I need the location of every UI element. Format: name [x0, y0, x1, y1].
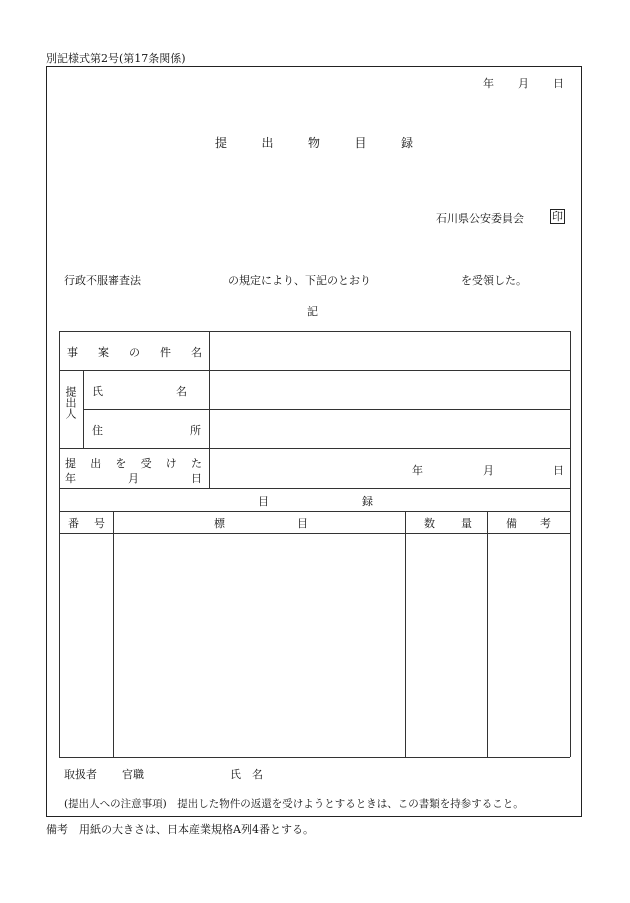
date-day: 日 — [553, 77, 564, 90]
name-label: 氏 名 — [92, 385, 187, 398]
ki-label: 記 — [307, 305, 318, 318]
form-frame — [46, 66, 582, 817]
footnote: 備考 用紙の大きさは、日本産業規格A列4番とする。 — [46, 823, 314, 836]
received-month: 月 — [483, 464, 494, 477]
statement-end: を受領した。 — [461, 274, 527, 287]
case-name-label: 事 案 の 件 名 — [67, 346, 202, 359]
column-remarks: 備 考 — [506, 517, 551, 530]
seal-mark: 印 — [552, 210, 563, 223]
issuer-name: 石川県公安委員会 — [436, 212, 524, 225]
column-quantity: 数 量 — [424, 517, 472, 530]
handler-position: 官職 — [122, 768, 144, 781]
column-number: 番 号 — [68, 517, 105, 530]
date-month: 月 — [518, 77, 529, 90]
address-label: 住 所 — [92, 424, 201, 437]
handler-name-label: 氏 名 — [230, 768, 263, 781]
received-label-line2: 年 月 日 — [65, 472, 202, 485]
column-title: 標 目 — [214, 517, 308, 530]
received-label-line1: 提 出 を 受 け た — [65, 457, 202, 470]
handler-label: 取扱者 — [64, 768, 97, 781]
document-title: 提 出 物 目 録 — [215, 136, 413, 150]
statement-law: 行政不服審査法 — [64, 274, 141, 287]
submitter-notice: (提出人への注意事項) 提出した物件の返還を受けようとするときは、この書類を持参すること。 — [64, 798, 524, 810]
list-heading-2: 録 — [362, 495, 373, 508]
submitter-label: 提出人 — [64, 386, 77, 419]
list-heading-1: 目 — [258, 495, 269, 508]
date-year: 年 — [483, 77, 494, 90]
received-year: 年 — [412, 464, 423, 477]
statement-middle: の規定により、下記のとおり — [228, 274, 371, 287]
form-number-label: 別記様式第2号(第17条関係) — [46, 52, 186, 65]
received-day: 日 — [553, 464, 564, 477]
